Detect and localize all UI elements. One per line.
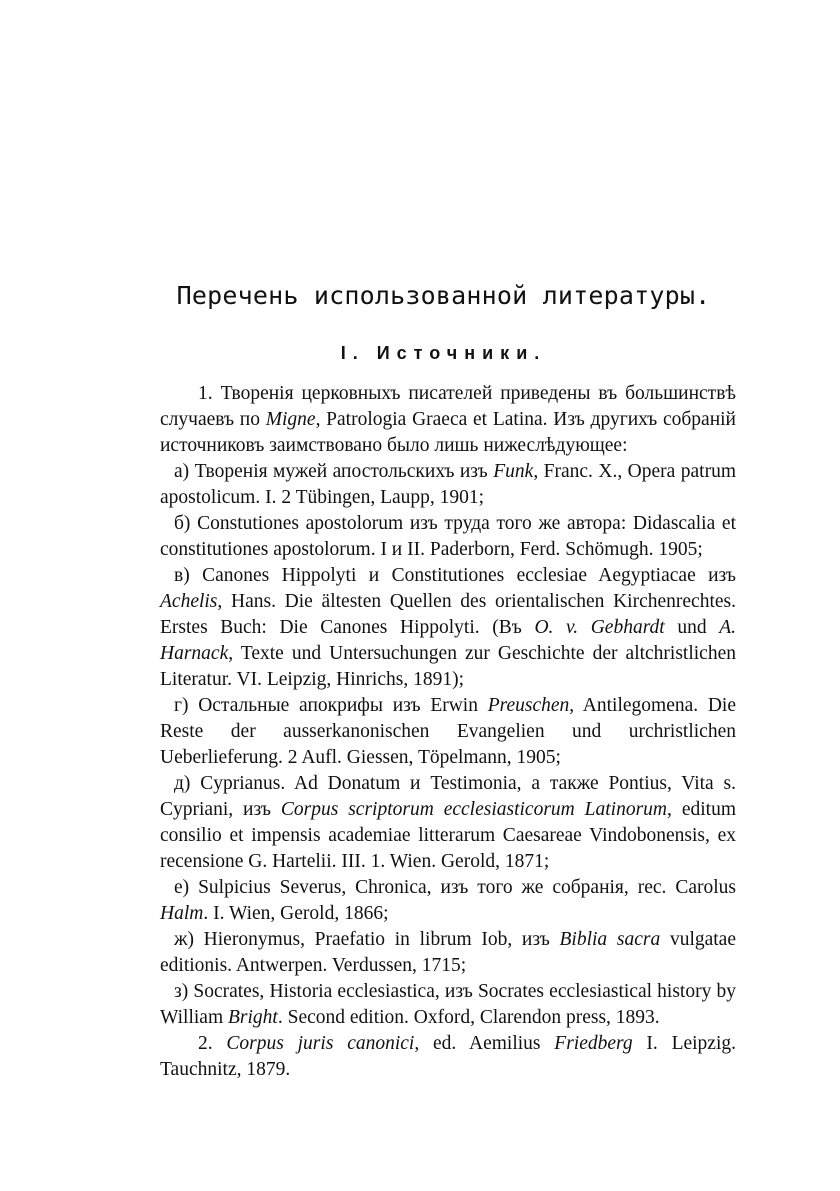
entry-intro: 1. Творенія церковныхъ писателей приведены въ большинствѣ случаевъ по Migne, Patrologia Graeca et Latina. Изъ другихъ собраній источниковъ заимствовано было лишь нижеслѣдующее: xyxy=(160,383,736,456)
entry-g: г) Остальные апокрифы изъ Erwin Preuschen, Antilegomena. Die Reste der ausserkanonischen Evangelien und urchristlichen Ueberlieferung. 2 Aufl. Giessen, Töpelmann, 1905; xyxy=(160,695,736,768)
entry-d: д) Cyprianus. Ad Donatum и Testimonia, а также Pontius, Vita s. Cypriani, изъ Corpus scriptorum ecclesiasticorum Latinorum, editum consilio et impensis academiae litterarum Caesareae Vindobonensis, ex recensione G. Hartelii. III. 1. Wien. Gerold, 1871; xyxy=(160,773,736,872)
entry-b: б) Constutiones apostolorum изъ труда того же автора: Didascalia et constitutiones apostolorum. I и II. Paderborn, Ferd. Schömugh. 1905; xyxy=(160,513,736,560)
page-title: Перечень использованной литературы. xyxy=(176,281,711,310)
entry-2: 2. Corpus juris canonici, ed. Aemilius Friedberg I. Leipzig. Tauchnitz, 1879. xyxy=(160,1033,736,1080)
entry-e: е) Sulpicius Severus, Chronica, изъ того же собранія, rec. Carolus Halm. I. Wien, Gerold, 1866; xyxy=(160,877,736,924)
entry-v: в) Canones Hippolyti и Constitutiones ecclesiae Aegyptiacae изъ Achelis, Hans. Die ältesten Quellen des orientalischen Kirchenrechtes. Erstes Buch: Die Canones Hippolyti. (Въ O. v. Gebhardt und A. Harnack, Texte und Untersuchungen zur Geschichte der altchristlichen Literatur. VI. Leipzig, Hinrichs, 1891); xyxy=(160,565,737,690)
section-heading: I. Источники. xyxy=(340,343,547,363)
entry-a: а) Творенія мужей апостольскихъ изъ Funk, Franc. X., Opera patrum apostolicum. I. 2 Tübingen, Laupp, 1901; xyxy=(160,461,736,508)
entry-z: з) Socrates, Historia ecclesiastica, изъ Socrates ecclesiastical history by William Bright. Second edition. Oxford, Clarendon press, 1893. xyxy=(160,981,736,1028)
entry-zh: ж) Hieronymus, Praefatio in librum Iob, изъ Biblia sacra vulgatae editionis. Antwerpen. Verdussen, 1715; xyxy=(160,929,736,976)
bibliography-list xyxy=(160,381,736,1083)
